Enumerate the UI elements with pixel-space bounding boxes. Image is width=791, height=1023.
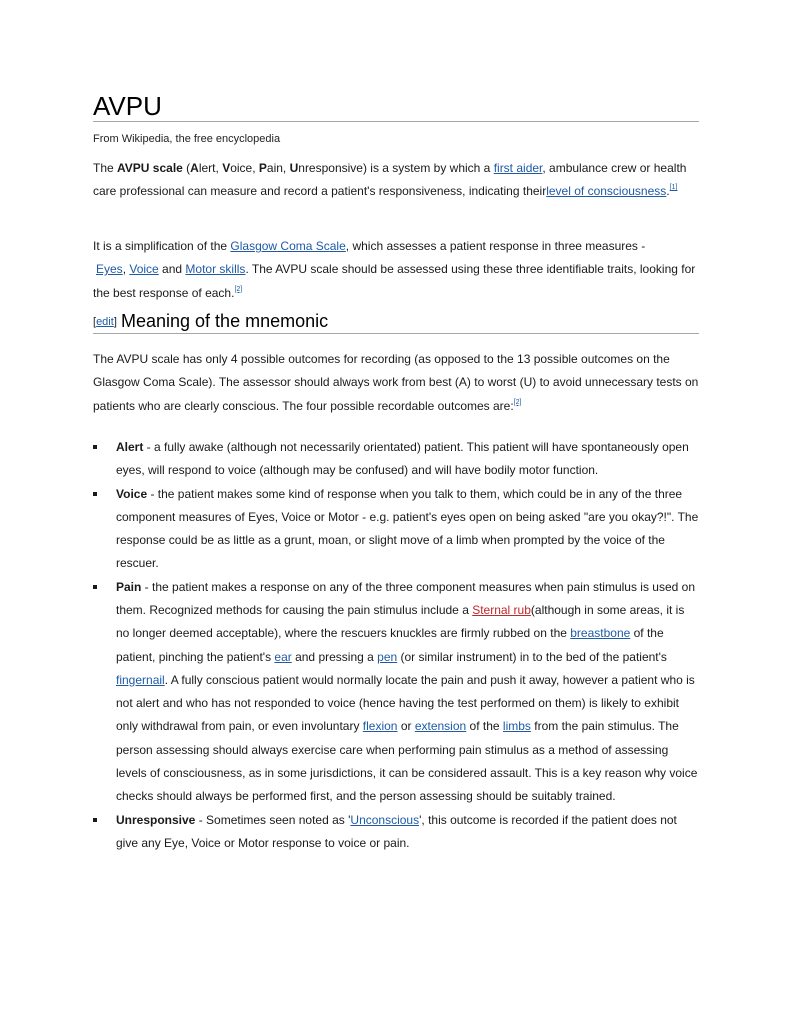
item-text: from the pain stimulus. The person assessing should always exercise care when performing pain stimulus as a method of assessing levels of consciousness, as in some jurisdictions, it can be considered assault. This is a key reason why voice checks should always be performed first, and the person assessing should be suitably trained. — [116, 719, 698, 804]
item-label: Pain — [116, 579, 142, 594]
section-header — [93, 310, 699, 334]
letter-p: P — [258, 161, 267, 175]
link-unconscious[interactable]: Unconscious — [350, 812, 420, 827]
link-breastbone[interactable]: breastbone — [570, 626, 631, 641]
list-item-voice — [93, 483, 699, 576]
intro-text: . — [666, 184, 670, 199]
para-text: and — [158, 262, 186, 277]
intro-text: ain, — [266, 161, 290, 175]
item-text: - Sometimes seen noted as ' — [195, 812, 351, 827]
link-glasgow-coma-scale[interactable]: Glasgow Coma Scale — [230, 239, 346, 253]
bullet-icon — [93, 492, 97, 496]
link-pen[interactable]: pen — [377, 649, 398, 664]
link-flexion[interactable]: flexion — [362, 719, 398, 734]
intro-text: , ambulance crew or health care professional can measure and record a patient's responsiveness, indicating their — [93, 161, 687, 199]
reference-1[interactable]: [1] — [669, 184, 678, 192]
link-limbs[interactable]: limbs — [502, 719, 531, 734]
item-text: - a fully awake (although not necessarily orientated) patient. This patient will have spontaneously open eyes, will respond to voice (although may be confused) and will have bodily motor function. — [116, 440, 689, 478]
edit-bracket: ] — [113, 316, 117, 328]
intro-text: lert, — [198, 161, 223, 175]
title-divider — [93, 121, 699, 122]
item-label: Voice — [116, 486, 148, 501]
item-text: of the patient, pinching the patient's — [116, 626, 664, 664]
link-fingernail[interactable]: fingernail — [116, 672, 165, 687]
item-text: ', this outcome is recorded if the patient does not give any Eye, Voice or Motor response to voice or pain. — [116, 812, 677, 850]
item-text: . A fully conscious patient would normally locate the pain and push it away, however a patient who is not alert and who has not responded to voice (hence having the test performed on them) is likely to exhibit only withdrawal from pain, or even involuntary — [116, 672, 695, 734]
item-text: (although in some areas, it is no longer deemed acceptable), where the rescuers knuckles are firmly rubbed on the — [116, 603, 685, 641]
item-text: - the patient makes some kind of response when you talk to them, which could be in any of the three component measures of Eyes, Voice or Motor - e.g. patient's eyes open on being asked "are you okay?!". The response could be as little as a grunt, moan, or slight move of a limb when prompted by the voice of the rescuer. — [116, 486, 699, 571]
item-text: (or similar instrument) in to the bed of the patient's — [397, 649, 667, 664]
outcomes-list — [93, 436, 699, 855]
item-label: Alert — [116, 440, 144, 454]
bullet-icon — [93, 818, 97, 822]
tagline: From Wikipedia, the free encyclopedia — [93, 133, 281, 145]
link-voice[interactable]: Voice — [129, 262, 159, 277]
para-text: . The AVPU scale should be assessed using these three identifiable traits, looking for the best response of each. — [93, 262, 696, 300]
intro-text: nresponsive) is a system by which a — [298, 161, 494, 175]
item-text: and pressing a — [291, 649, 378, 664]
bullet-icon — [93, 445, 97, 449]
link-sternal-rub[interactable]: Sternal rub — [472, 603, 531, 618]
item-text: - the patient makes a response on any of the three component measures when pain stimulus is used on them. Recognized methods for causing the pain stimulus include a — [116, 579, 695, 618]
bullet-icon — [93, 585, 97, 589]
list-item-pain — [93, 576, 699, 809]
letter-a: A — [190, 161, 199, 175]
simplification-paragraph — [93, 235, 699, 305]
intro-paragraph — [93, 157, 699, 204]
intro-text: ( — [182, 161, 191, 175]
intro-text: oice, — [230, 161, 259, 175]
link-first-aider[interactable]: first aider — [493, 161, 543, 175]
para-text: The AVPU scale has only 4 possible outcomes for recording (as opposed to the 13 possible outcomes on the Glasgow Coma Scale). The assessor should always work from best (A) to worst (U) to avoid unnecessary tests on patients who are clearly conscious. The four possible recordable outcomes are: — [93, 352, 699, 413]
item-text: or — [397, 719, 415, 734]
link-eyes[interactable]: Eyes — [96, 262, 123, 277]
letter-u: U — [289, 161, 299, 175]
list-item-unresponsive — [93, 809, 699, 856]
section-divider — [93, 333, 699, 334]
link-motor-skills[interactable]: Motor skills — [185, 262, 246, 277]
para-text: It is a simplification of the — [93, 239, 231, 253]
outcomes-paragraph — [93, 348, 699, 418]
para-text: , — [122, 262, 130, 277]
link-ear[interactable]: ear — [274, 649, 292, 664]
edit-link[interactable]: edit — [96, 316, 114, 328]
reference-2[interactable]: [2] — [513, 398, 522, 406]
reference-2[interactable]: [2] — [234, 285, 243, 293]
section-heading: Meaning of the mnemonic — [121, 311, 329, 331]
link-extension[interactable]: extension — [414, 719, 467, 734]
edit-bracket: [ — [93, 316, 97, 328]
term-avpu-scale: AVPU scale — [117, 161, 183, 175]
page-title: AVPU — [93, 91, 162, 121]
link-level-of-consciousness[interactable]: level of consciousness — [546, 184, 667, 199]
edit-section — [93, 316, 117, 328]
para-text: , which assesses a patient response in three measures - — [345, 239, 646, 253]
intro-text: The — [93, 161, 118, 175]
item-text: of the — [466, 719, 503, 734]
letter-v: V — [222, 161, 231, 175]
list-item-alert — [93, 436, 699, 483]
item-label: Unresponsive — [116, 812, 196, 827]
